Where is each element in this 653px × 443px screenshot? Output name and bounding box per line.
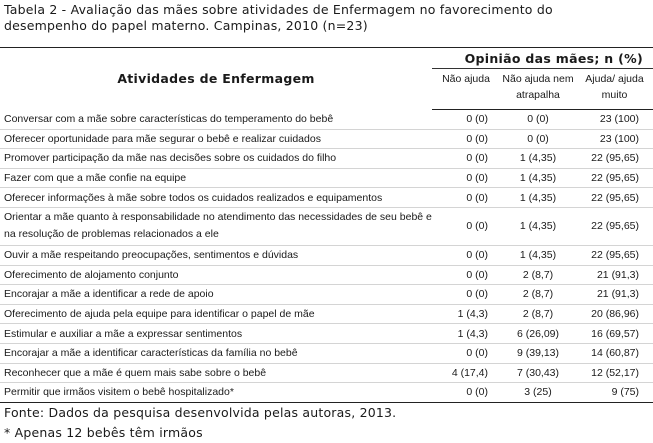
neutro-cell: 9 (39,13) — [500, 343, 576, 363]
activity-cell: Ouvir a mãe respeitando preocupações, sentimentos e dúvidas — [0, 245, 432, 265]
activity-cell: Reconhecer que a mãe é quem mais sabe sobre o bebê — [0, 363, 432, 383]
ajuda-cell: 22 (95,65) — [576, 149, 653, 169]
neutro-cell: 2 (8,7) — [500, 265, 576, 285]
col-header-ajuda-line2: muito — [601, 89, 628, 101]
activity-cell: Encorajar a mãe a identificar características da família no bebê — [0, 343, 432, 363]
nao-ajuda-cell: 0 (0) — [432, 207, 500, 245]
nao-ajuda-cell: 0 (0) — [432, 265, 500, 285]
activity-cell: Conversar com a mãe sobre características do temperamento do bebê — [0, 110, 432, 130]
ajuda-cell: 21 (91,3) — [576, 265, 653, 285]
ajuda-cell: 12 (52,17) — [576, 363, 653, 383]
table-notes — [4, 403, 396, 443]
ajuda-cell: 22 (95,65) — [576, 188, 653, 208]
nursing-activities-table — [0, 47, 653, 403]
nao-ajuda-cell: 0 (0) — [432, 188, 500, 208]
nao-ajuda-cell: 0 (0) — [432, 110, 500, 130]
col-header-ajuda-line1: Ajuda/ ajuda — [585, 73, 644, 85]
table-row — [0, 265, 653, 285]
footnote: * Apenas 12 bebês têm irmãos — [4, 425, 203, 440]
table-row — [0, 168, 653, 188]
activity-cell: Fazer com que a mãe confie na equipe — [0, 168, 432, 188]
ajuda-cell: 22 (95,65) — [576, 168, 653, 188]
neutro-cell: 2 (8,7) — [500, 304, 576, 324]
activity-cell: Promover participação da mãe nas decisões sobre os cuidados do filho — [0, 149, 432, 169]
col-header-nao-ajuda — [432, 69, 500, 110]
neutro-cell: 6 (26,09) — [500, 324, 576, 344]
table-row — [0, 129, 653, 149]
table-row — [0, 363, 653, 383]
table-row — [0, 188, 653, 208]
activity-cell: Encorajar a mãe a identificar a rede de apoio — [0, 285, 432, 305]
ajuda-cell: 9 (75) — [576, 383, 653, 403]
neutro-cell: 1 (4,35) — [500, 245, 576, 265]
nao-ajuda-cell: 0 (0) — [432, 129, 500, 149]
neutro-cell: 3 (25) — [500, 383, 576, 403]
activity-cell: Oferecer informações à mãe sobre todos os cuidados realizados e equipamentos — [0, 188, 432, 208]
table-row — [0, 304, 653, 324]
caption-line-1: Tabela 2 - Avaliação das mães sobre atividades de Enfermagem no favorecimento do — [4, 2, 553, 17]
neutro-cell: 0 (0) — [500, 129, 576, 149]
source-note: Fonte: Dados da pesquisa desenvolvida pelas autoras, 2013. — [4, 405, 397, 420]
nao-ajuda-cell: 0 (0) — [432, 285, 500, 305]
neutro-cell: 7 (30,43) — [500, 363, 576, 383]
nao-ajuda-cell: 4 (17,4) — [432, 363, 500, 383]
neutro-cell: 0 (0) — [500, 110, 576, 130]
activity-cell: Oferecimento de ajuda pela equipe para identificar o papel de mãe — [0, 304, 432, 324]
nao-ajuda-cell: 0 (0) — [432, 245, 500, 265]
ajuda-cell: 16 (69,57) — [576, 324, 653, 344]
activities-column-header: Atividades de Enfermagem — [117, 71, 315, 87]
col-header-neutro-line1: Não ajuda nem — [502, 73, 574, 85]
table-row — [0, 324, 653, 344]
col-header-neutro-line2: atrapalha — [516, 89, 560, 101]
table-row — [0, 110, 653, 130]
ajuda-cell: 14 (60,87) — [576, 343, 653, 363]
neutro-cell: 2 (8,7) — [500, 285, 576, 305]
col-header-nao-ajuda-line1: Não ajuda — [442, 73, 490, 85]
ajuda-cell: 20 (86,96) — [576, 304, 653, 324]
ajuda-cell: 23 (100) — [576, 129, 653, 149]
activity-cell: Oferecimento de alojamento conjunto — [0, 265, 432, 285]
data-table-container — [0, 47, 653, 403]
ajuda-cell: 22 (95,65) — [576, 207, 653, 245]
col-header-ajuda — [576, 69, 653, 110]
table-row — [0, 149, 653, 169]
nao-ajuda-cell: 0 (0) — [432, 168, 500, 188]
caption-line-2: desempenho do papel materno. Campinas, 2010 (n=23) — [4, 18, 368, 33]
ajuda-cell: 23 (100) — [576, 110, 653, 130]
table-row — [0, 383, 653, 403]
ajuda-cell: 21 (91,3) — [576, 285, 653, 305]
nao-ajuda-cell: 0 (0) — [432, 343, 500, 363]
activity-cell: Estimular e auxiliar a mãe a expressar sentimentos — [0, 324, 432, 344]
activity-cell: Permitir que irmãos visitem o bebê hospitalizado* — [0, 383, 432, 403]
activity-cell: Orientar a mãe quanto à responsabilidade no atendimento das necessidades de seu bebê e na resolução de problemas relacionados a ele — [0, 207, 432, 245]
opinion-group-header: Opinião das mães; n (%) — [432, 48, 653, 69]
nao-ajuda-cell: 1 (4,3) — [432, 324, 500, 344]
table-row — [0, 285, 653, 305]
neutro-cell: 1 (4,35) — [500, 188, 576, 208]
table-caption — [4, 2, 649, 34]
neutro-cell: 1 (4,35) — [500, 168, 576, 188]
nao-ajuda-cell: 0 (0) — [432, 383, 500, 403]
table-row — [0, 343, 653, 363]
table-row — [0, 207, 653, 245]
col-header-neutro — [500, 69, 576, 110]
activity-cell: Oferecer oportunidade para mãe segurar o bebê e realizar cuidados — [0, 129, 432, 149]
table-row — [0, 245, 653, 265]
nao-ajuda-cell: 1 (4,3) — [432, 304, 500, 324]
nao-ajuda-cell: 0 (0) — [432, 149, 500, 169]
ajuda-cell: 22 (95,65) — [576, 245, 653, 265]
neutro-cell: 1 (4,35) — [500, 207, 576, 245]
neutro-cell: 1 (4,35) — [500, 149, 576, 169]
